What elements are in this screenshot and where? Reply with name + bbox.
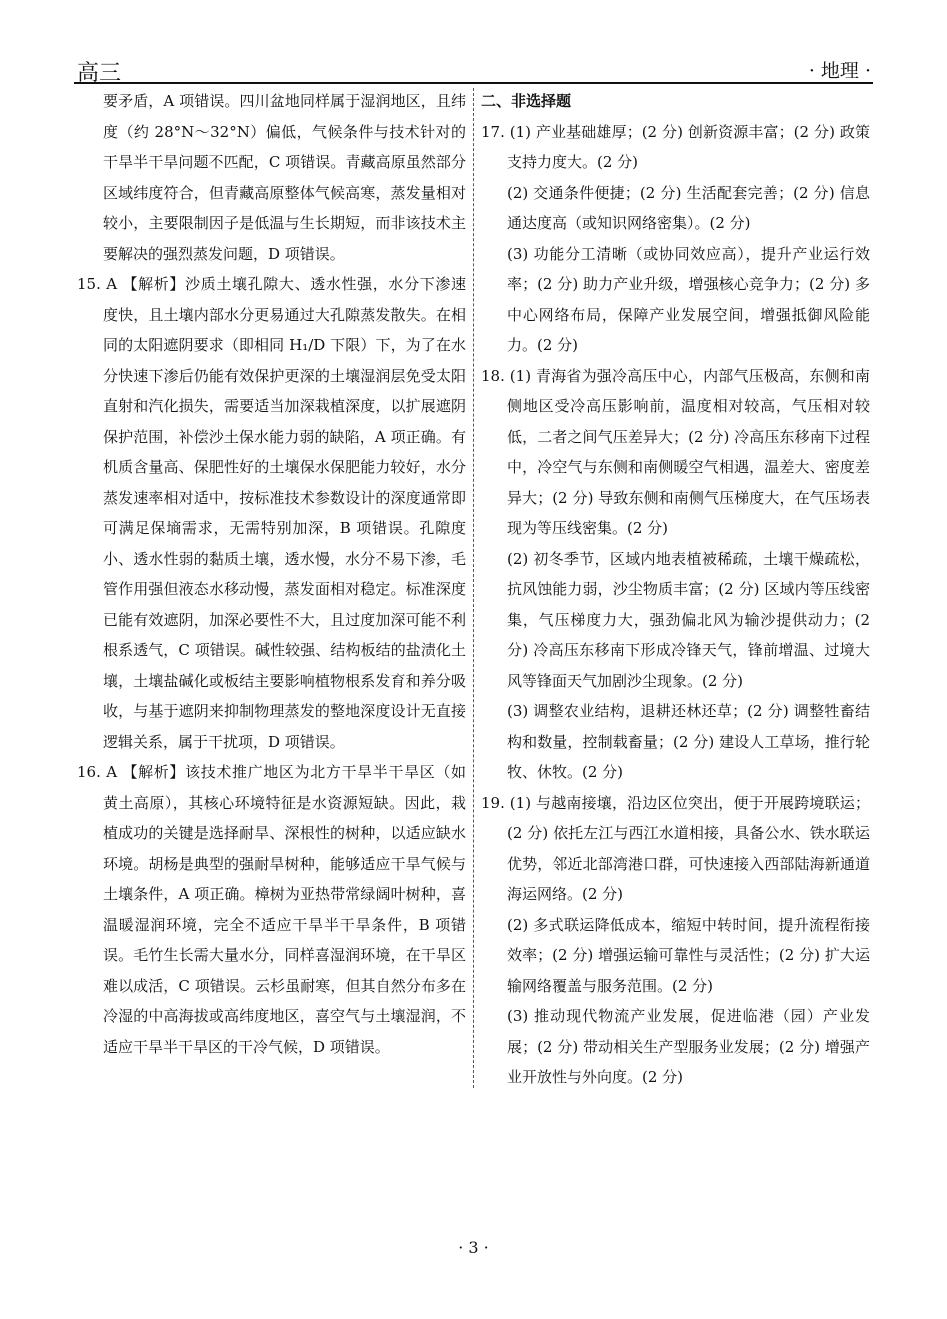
answer-19-part-1: 19. (1) 与越南接壤，沿边区位突出，便于开展跨境联运；(2 分) 依托左江与西江水道相接，具备公水、铁水联运优势，邻近北部湾港口群，可快速接入西部陆海新通道海运网络。(2 分) xyxy=(481,793,870,903)
answer-17-part-2: (2) 交通条件便捷；(2 分) 生活配套完善；(2 分) 信息通达度高（或知识网络密集）。(2 分) xyxy=(507,183,870,232)
header-subject: · 地理 · xyxy=(808,60,871,82)
right-column xyxy=(481,86,870,1093)
answer-17-part-1: 17. (1) 产业基础雄厚；(2 分) 创新资源丰富；(2 分) 政策支持力度大。(2 分) xyxy=(481,122,870,171)
left-column xyxy=(77,86,466,1062)
answer-15: 15. A 【解析】沙质土壤孔隙大、透水性强，水分下渗速度快，且土壤内部水分更易通过大孔隙蒸发散失。在相同的太阳遮阴要求（即相同 H₁/D 下限）下，为了在水分快速下渗后仍能有效保护更深的土壤湿润层免受太阳直射和汽化损失，需要适当加深栽植深度，以扩展遮阴保护范围，补偿沙土保水能力弱的缺陷，A 项正确。有机质含量高、保肥性好的土壤保水保肥能力较好，水分蒸发速率相对适中，按标准技术参数设计的深度通常即可满足保墒需求，无需特别加深，B 项错误。孔隙度小、透水性弱的黏质土壤，透水慢，水分不易下渗，毛管作用强但液态水移动慢，蒸发面相对稳定。标准深度已能有效遮阴，加深必要性不大，且过度加深可能不利根系透气，C 项错误。碱性较强、结构板结的盐渍化土壤，土壤盐碱化或板结主要影响植物根系发育和养分吸收，与基于遮阴来抑制物理蒸发的整地深度设计无直接逻辑关系，属于干扰项，D 项错误。 xyxy=(77,275,466,751)
answer-19-part-2: (2) 多式联运降低成本，缩短中转时间，提升流程衔接效率；(2 分) 增强运输可靠性与灵活性；(2 分) 扩大运输网络覆盖与服务范围。(2 分) xyxy=(507,915,870,995)
column-divider xyxy=(473,88,474,1088)
section-title: 二、非选择题 xyxy=(481,92,572,110)
answer-18-part-1: 18. (1) 青海省为强冷高压中心，内部气压极高，东侧和南侧地区受冷高压影响前，温度相对较高，气压相对较低，二者之间气压差异大；(2 分) 冷高压东移南下过程中，冷空气与东侧和南侧暖空气相遇，温差大、密度差异大；(2 分) 导致东侧和南侧气压梯度大，在气压场表现为等压线密集。(2 分) xyxy=(481,366,870,537)
answer-19-part-3: (3) 推动现代物流产业发展，促进临港（园）产业发展；(2 分) 带动相关生产型服务业发展；(2 分) 增强产业开放性与外向度。(2 分) xyxy=(507,1007,870,1086)
answer-18-part-2: (2) 初冬季节，区域内地表植被稀疏，土壤干燥疏松，抗风蚀能力弱，沙尘物质丰富；(2 分) 区域内等压线密集，气压梯度力大，强劲偏北风为输沙提供动力；(2 分) 冷高压东移南下形成冷锋天气，锋前增温、过境大风等锋面天气加剧沙尘现象。(2 分) xyxy=(507,549,870,690)
answer-14-continuation: 要矛盾，A 项错误。四川盆地同样属于湿润地区，且纬度（约 28°N～32°N）偏低，气候条件与技术针对的干旱半干旱问题不匹配，C 项错误。青藏高原虽然部分区域纬度符合，但青藏高原整体气候高寒，蒸发量相对较小，主要限制因子是低温与生长期短，而非该技术主要解决的强烈蒸发问题，D 项错误。 xyxy=(103,92,466,263)
page-number: · 3 · xyxy=(458,1238,489,1257)
header-rule xyxy=(74,82,873,84)
answer-17-part-3: (3) 功能分工清晰（或协同效应高），提升产业运行效率；(2 分) 助力产业升级，增强核心竞争力；(2 分) 多中心网络布局，保障产业发展空间，增强抵御风险能力。(2 分) xyxy=(507,244,870,354)
answer-18-part-3: (3) 调整农业结构，退耕还林还草；(2 分) 调整牲畜结构和数量，控制载畜量；(2 分) 建设人工草场，推行轮牧、休牧。(2 分) xyxy=(507,702,870,781)
header-grade: 高三 xyxy=(77,61,122,86)
answer-16: 16. A 【解析】该技术推广地区为北方干旱半干旱区（如黄土高原），其核心环境特征是水资源短缺。因此，栽植成功的关键是选择耐旱、深根性的树种，以适应缺水环境。胡杨是典型的强耐旱树种，能够适应干旱气候与土壤条件，A 项正确。樟树为亚热带常绿阔叶树种，喜温暖湿润环境，完全不适应干旱半干旱条件，B 项错误。毛竹生长需大量水分，同样喜湿润环境，在干旱区难以成活，C 项错误。云杉虽耐寒，但其自然分布多在冷湿的中高海拔或高纬度地区，喜空气与土壤湿润，不适应干旱半干旱区的干冷气候，D 项错误。 xyxy=(77,763,466,1056)
